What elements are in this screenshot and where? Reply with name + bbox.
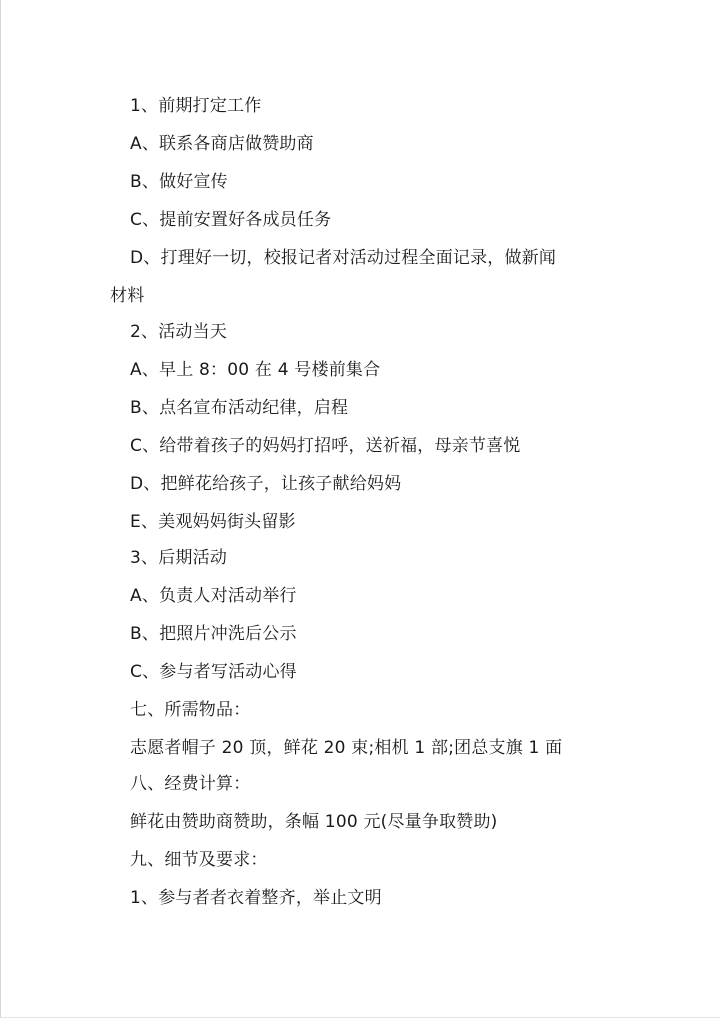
text-line: 1、前期打定工作 — [130, 96, 262, 116]
text-line: C、参与者写活动心得 — [130, 662, 297, 682]
text-line: 七、所需物品： — [130, 700, 251, 720]
text-line: 九、细节及要求： — [130, 850, 268, 870]
text-line: D、把鲜花给孩子，让孩子献给妈妈 — [130, 474, 402, 494]
text-line: 3、后期活动 — [130, 548, 228, 568]
text-line: 八、经费计算： — [130, 774, 251, 794]
text-line: A、负责人对活动举行 — [130, 586, 297, 606]
text-line: 1、参与者者衣着整齐，举止文明 — [130, 888, 382, 908]
text-line: C、给带着孩子的妈妈打招呼，送祈福，母亲节喜悦 — [130, 436, 521, 456]
text-line: A、早上 8：00 在 4 号楼前集合 — [130, 360, 381, 380]
text-line: E、美观妈妈街头留影 — [130, 512, 296, 532]
text-line: B、点名宣布活动纪律，启程 — [130, 398, 349, 418]
text-line: 鲜花由赞助商赞助，条幅 100 元(尽量争取赞助) — [130, 812, 498, 832]
text-line: B、把照片冲洗后公示 — [130, 624, 297, 644]
text-line: 志愿者帽子 20 顶，鲜花 20 束;相机 1 部;团总支旗 1 面 — [130, 738, 563, 758]
text-line: 2、活动当天 — [130, 322, 228, 342]
text-line: B、做好宣传 — [130, 172, 228, 192]
text-line: D、打理好一切，校报记者对活动过程全面记录，做新闻 — [130, 248, 557, 268]
text-line: A、联系各商店做赞助商 — [130, 134, 314, 154]
text-line: 材料 — [110, 286, 145, 306]
text-line: C、提前安置好各成员任务 — [130, 210, 332, 230]
